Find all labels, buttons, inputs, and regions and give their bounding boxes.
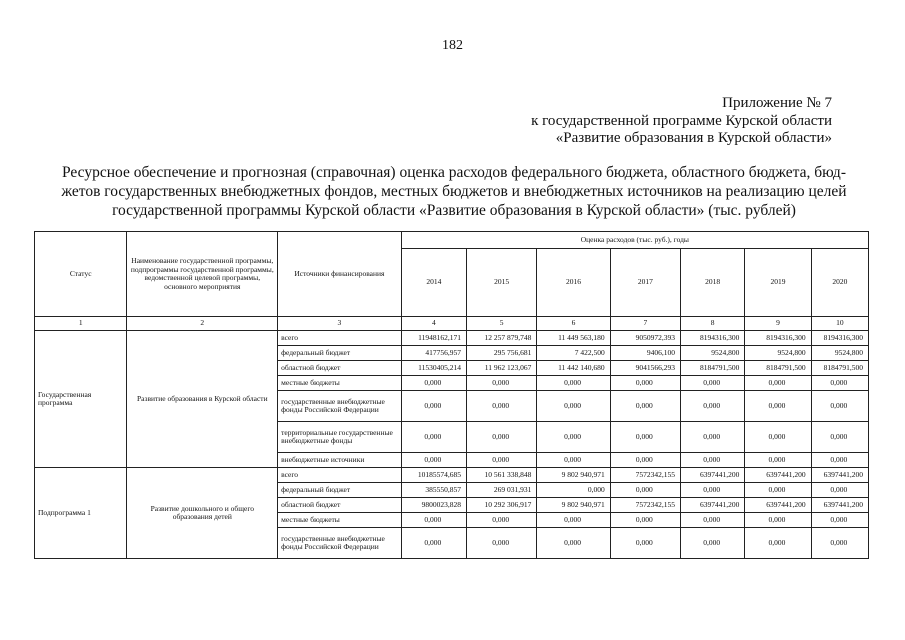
value-cell: 0,000 (537, 528, 610, 559)
value-cell: 8194316,300 (681, 331, 745, 346)
value-cell: 295 756,681 (467, 346, 537, 361)
header-estimate: Оценка расходов (тыс. руб.), годы (401, 232, 868, 249)
header-status: Статус (35, 232, 127, 317)
value-cell: 269 031,931 (467, 483, 537, 498)
value-cell: 9524,800 (811, 346, 868, 361)
value-cell: 0,000 (745, 528, 811, 559)
value-cell: 11948162,171 (401, 331, 466, 346)
source-cell: всего (278, 331, 402, 346)
value-cell: 12 257 879,748 (467, 331, 537, 346)
value-cell: 0,000 (745, 422, 811, 453)
value-cell: 6397441,200 (681, 468, 745, 483)
status-cell: Государственная программа (35, 331, 127, 468)
value-cell: 0,000 (467, 513, 537, 528)
header-year: 2020 (811, 249, 868, 317)
value-cell: 11 449 563,180 (537, 331, 610, 346)
status-cell: Подпрограмма 1 (35, 468, 127, 559)
value-cell: 0,000 (745, 376, 811, 391)
value-cell: 0,000 (745, 453, 811, 468)
value-cell: 6397441,200 (681, 498, 745, 513)
source-cell: всего (278, 468, 402, 483)
index-cell: 2 (127, 317, 278, 331)
index-cell: 3 (278, 317, 402, 331)
value-cell: 10 292 306,917 (467, 498, 537, 513)
document-title (56, 163, 852, 220)
value-cell: 0,000 (681, 453, 745, 468)
value-cell: 9524,800 (745, 346, 811, 361)
value-cell: 0,000 (401, 453, 466, 468)
value-cell: 6397441,200 (745, 468, 811, 483)
value-cell: 6397441,200 (811, 468, 868, 483)
value-cell: 0,000 (811, 422, 868, 453)
value-cell: 0,000 (610, 528, 680, 559)
index-cell: 8 (681, 317, 745, 331)
value-cell: 9800023,828 (401, 498, 466, 513)
value-cell: 0,000 (745, 391, 811, 422)
value-cell: 8184791,500 (811, 361, 868, 376)
value-cell: 0,000 (745, 513, 811, 528)
value-cell: 11530405,214 (401, 361, 466, 376)
value-cell: 0,000 (610, 376, 680, 391)
header-year: 2019 (745, 249, 811, 317)
value-cell: 0,000 (811, 528, 868, 559)
appendix-line: «Развитие образования в Курской области» (555, 130, 832, 146)
value-cell: 0,000 (681, 376, 745, 391)
table-row (35, 468, 869, 483)
index-cell: 10 (811, 317, 868, 331)
program-name-cell: Развитие дошкольного и общего образования детей (127, 468, 278, 559)
appendix-line: Приложение № 7 (722, 95, 832, 111)
value-cell: 0,000 (610, 453, 680, 468)
title-line: жетов государственных внебюджетных фондов, местных бюджетов и внебюджетных источников на реализацию целей (61, 183, 847, 200)
appendix-heading (531, 95, 832, 148)
header-name: Наименование государственной программы, подпрограммы государственной программы, ведомственной целевой программы, основного мероприятия (127, 232, 278, 317)
value-cell: 9 802 940,971 (537, 498, 610, 513)
page-number: 182 (442, 38, 463, 53)
appendix-line: к государственной программе Курской области (531, 112, 832, 129)
value-cell: 0,000 (537, 376, 610, 391)
value-cell: 7 422,500 (537, 346, 610, 361)
index-cell: 1 (35, 317, 127, 331)
value-cell: 8184791,500 (681, 361, 745, 376)
index-cell: 7 (610, 317, 680, 331)
index-cell: 9 (745, 317, 811, 331)
program-name-cell: Развитие образования в Курской области (127, 331, 278, 468)
index-row (35, 317, 869, 331)
value-cell: 0,000 (681, 528, 745, 559)
header-year: 2014 (401, 249, 466, 317)
source-cell: территориальные государственные внебюджетные фонды (278, 422, 402, 453)
value-cell: 0,000 (537, 483, 610, 498)
value-cell: 0,000 (467, 528, 537, 559)
value-cell: 0,000 (681, 483, 745, 498)
value-cell: 10185574,685 (401, 468, 466, 483)
value-cell: 0,000 (537, 513, 610, 528)
title-line: государственной программы Курской области «Развитие образования в Курской области» (тыс. рублей) (112, 202, 796, 219)
value-cell: 0,000 (681, 422, 745, 453)
value-cell: 9524,800 (681, 346, 745, 361)
value-cell: 417756,957 (401, 346, 466, 361)
source-cell: государственные внебюджетные фонды Российской Федерации (278, 391, 402, 422)
value-cell: 0,000 (811, 483, 868, 498)
value-cell: 0,000 (467, 422, 537, 453)
value-cell: 7572342,155 (610, 498, 680, 513)
value-cell: 9041566,293 (610, 361, 680, 376)
value-cell: 0,000 (610, 483, 680, 498)
value-cell: 0,000 (467, 376, 537, 391)
source-cell: федеральный бюджет (278, 483, 402, 498)
value-cell: 0,000 (681, 513, 745, 528)
index-cell: 4 (401, 317, 466, 331)
value-cell: 0,000 (401, 513, 466, 528)
value-cell: 6397441,200 (811, 498, 868, 513)
source-cell: федеральный бюджет (278, 346, 402, 361)
value-cell: 8184791,500 (745, 361, 811, 376)
value-cell: 6397441,200 (745, 498, 811, 513)
header-year: 2015 (467, 249, 537, 317)
index-cell: 6 (537, 317, 610, 331)
source-cell: областной бюджет (278, 361, 402, 376)
value-cell: 0,000 (610, 513, 680, 528)
value-cell: 9 802 940,971 (537, 468, 610, 483)
value-cell: 9050972,393 (610, 331, 680, 346)
value-cell: 11 962 123,067 (467, 361, 537, 376)
source-cell: государственные внебюджетные фонды Российской Федерации (278, 528, 402, 559)
value-cell: 0,000 (401, 422, 466, 453)
value-cell: 0,000 (610, 422, 680, 453)
value-cell: 0,000 (537, 391, 610, 422)
value-cell: 8194316,300 (745, 331, 811, 346)
value-cell: 0,000 (811, 513, 868, 528)
index-cell: 5 (467, 317, 537, 331)
source-cell: местные бюджеты (278, 513, 402, 528)
value-cell: 0,000 (401, 376, 466, 391)
value-cell: 0,000 (537, 453, 610, 468)
value-cell: 0,000 (811, 453, 868, 468)
header-year: 2016 (537, 249, 610, 317)
value-cell: 0,000 (811, 376, 868, 391)
value-cell: 11 442 140,680 (537, 361, 610, 376)
value-cell: 0,000 (467, 453, 537, 468)
header-source: Источники финансирования (278, 232, 402, 317)
value-cell: 7572342,155 (610, 468, 680, 483)
resource-table (34, 231, 869, 559)
title-line: Ресурсное обеспечение и прогнозная (справочная) оценка расходов федерального бюджета, областного бюджета, бюд- (62, 164, 846, 181)
source-cell: местные бюджеты (278, 376, 402, 391)
source-cell: внебюджетные источники (278, 453, 402, 468)
value-cell: 0,000 (401, 528, 466, 559)
value-cell: 0,000 (401, 391, 466, 422)
source-cell: областной бюджет (278, 498, 402, 513)
value-cell: 0,000 (610, 391, 680, 422)
value-cell: 0,000 (681, 391, 745, 422)
value-cell: 0,000 (467, 391, 537, 422)
value-cell: 385550,857 (401, 483, 466, 498)
header-year: 2017 (610, 249, 680, 317)
table-row (35, 331, 869, 346)
value-cell: 0,000 (745, 483, 811, 498)
value-cell: 0,000 (811, 391, 868, 422)
value-cell: 10 561 338,848 (467, 468, 537, 483)
value-cell: 0,000 (537, 422, 610, 453)
value-cell: 8194316,300 (811, 331, 868, 346)
value-cell: 9406,100 (610, 346, 680, 361)
header-year: 2018 (681, 249, 745, 317)
